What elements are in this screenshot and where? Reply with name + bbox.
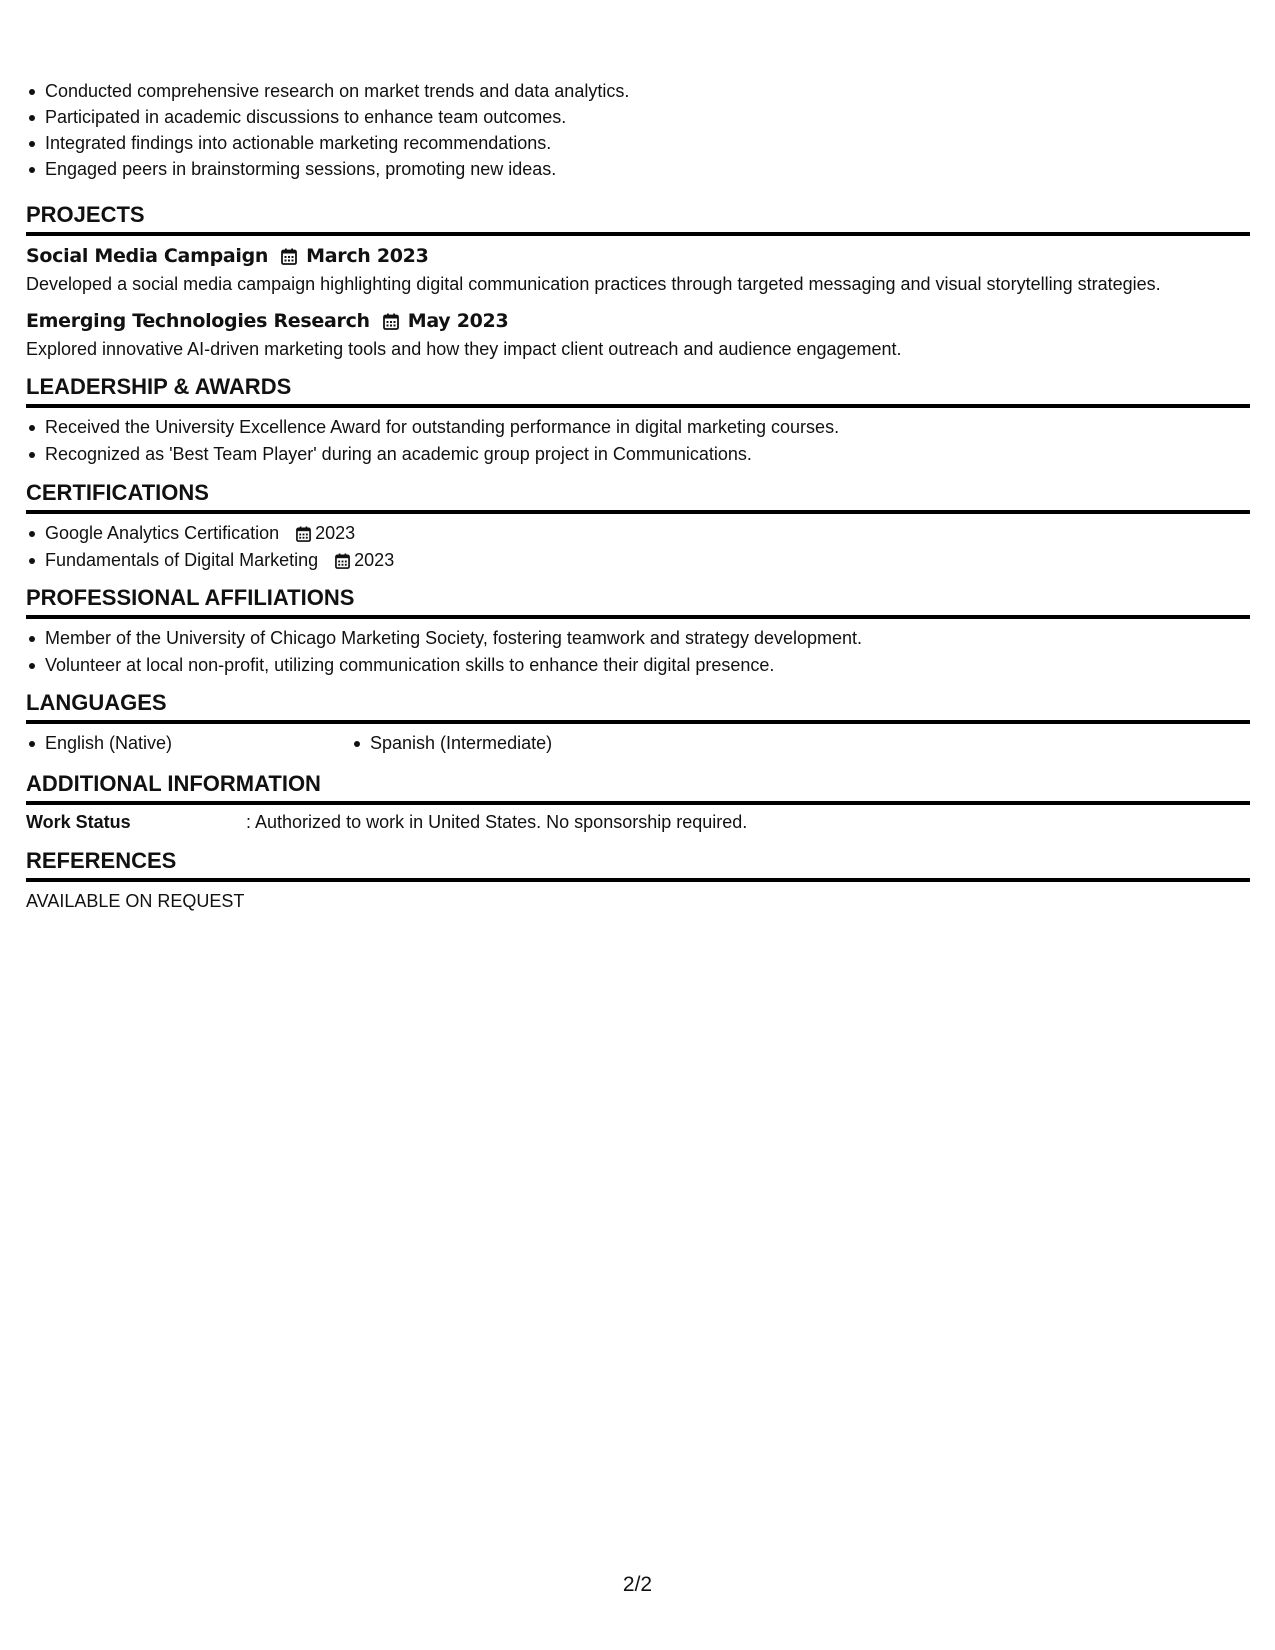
section-heading-projects: PROJECTS: [26, 202, 1250, 236]
calendar-icon: [281, 248, 297, 265]
list-item: English (Native): [26, 730, 351, 757]
list-item: [26, 547, 1250, 574]
certification-name: Fundamentals of Digital Marketing: [45, 550, 319, 570]
projects-section: [26, 202, 1250, 362]
calendar-icon: [335, 553, 350, 569]
info-row: [26, 809, 1250, 835]
leadership-list: [26, 414, 1250, 468]
page-number: 2/2: [622, 1573, 653, 1596]
calendar-icon: [383, 313, 399, 330]
list-item: Participated in academic discussions to enhance team outcomes.: [26, 104, 629, 131]
project-description: Developed a social media campaign highlighting digital communication practices through targeted messaging and visual storytelling strategies.: [26, 274, 1161, 294]
experience-bullets: [26, 78, 629, 183]
references-section: [26, 848, 1250, 914]
list-item: Engaged peers in brainstorming sessions, promoting new ideas.: [26, 156, 629, 183]
project-description: Explored innovative AI-driven marketing tools and how they impact client outreach and audience engagement.: [26, 339, 902, 359]
project-title-row: [26, 308, 1250, 334]
project-date: May 2023: [407, 310, 509, 332]
list-item: Volunteer at local non-profit, utilizing communication skills to enhance their digital presence.: [26, 652, 1250, 679]
additional-info-section: [26, 771, 1250, 835]
certification-name: Google Analytics Certification: [45, 523, 280, 543]
section-heading-additional: ADDITIONAL INFORMATION: [26, 771, 1250, 805]
affiliations-list: [26, 625, 1250, 679]
project-title: Social Media Campaign: [26, 245, 269, 267]
section-heading-affiliations: PROFESSIONAL AFFILIATIONS: [26, 585, 1250, 619]
section-heading-references: REFERENCES: [26, 848, 1250, 882]
list-item: Spanish (Intermediate): [351, 730, 676, 757]
project-date: March 2023: [306, 245, 429, 267]
certification-year: 2023: [315, 523, 356, 543]
list-item: [26, 520, 1250, 547]
project-title: Emerging Technologies Research: [26, 310, 370, 332]
languages-list: [26, 730, 1250, 757]
references-text: AVAILABLE ON REQUEST: [26, 891, 245, 911]
work-status-label: Work Status: [26, 812, 131, 832]
list-item: Received the University Excellence Award for outstanding performance in digital marketing courses.: [26, 414, 1250, 441]
section-heading-leadership: LEADERSHIP & AWARDS: [26, 374, 1250, 408]
affiliations-section: [26, 585, 1250, 679]
languages-section: [26, 690, 1250, 757]
certifications-list: [26, 520, 1250, 574]
project-title-row: [26, 243, 1250, 269]
certifications-section: [26, 480, 1250, 574]
work-status-value: : Authorized to work in United States. No sponsorship required.: [246, 812, 748, 832]
calendar-icon: [296, 526, 311, 542]
section-heading-languages: LANGUAGES: [26, 690, 1250, 724]
list-item: Conducted comprehensive research on market trends and data analytics.: [26, 78, 629, 105]
leadership-section: [26, 374, 1250, 468]
list-item: Integrated findings into actionable marketing recommendations.: [26, 130, 629, 157]
section-heading-certifications: CERTIFICATIONS: [26, 480, 1250, 514]
certification-year: 2023: [354, 550, 395, 570]
list-item: Recognized as 'Best Team Player' during an academic group project in Communications.: [26, 441, 1250, 468]
list-item: Member of the University of Chicago Marketing Society, fostering teamwork and strategy development.: [26, 625, 1250, 652]
